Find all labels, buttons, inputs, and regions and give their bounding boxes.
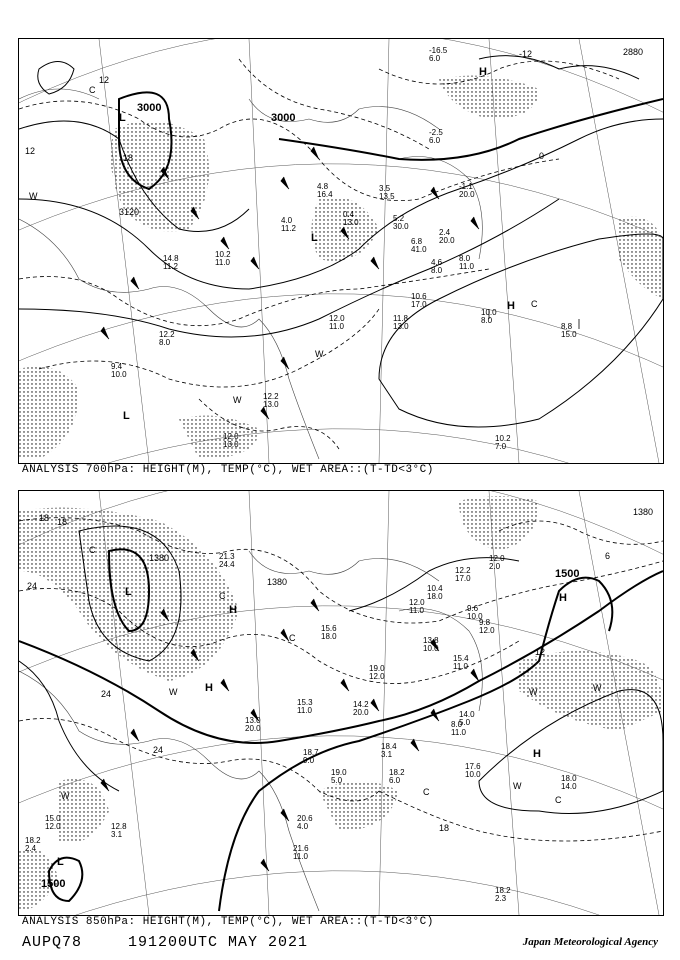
svg-text:12.2: 12.2 bbox=[159, 330, 175, 339]
station bbox=[245, 716, 261, 733]
svg-text:13.0: 13.0 bbox=[263, 400, 279, 409]
svg-text:14.0: 14.0 bbox=[561, 782, 577, 791]
svg-text:12.0: 12.0 bbox=[489, 554, 505, 563]
wet-areas bbox=[19, 76, 663, 459]
svg-text:13.0: 13.0 bbox=[223, 440, 239, 449]
svg-text:15.4: 15.4 bbox=[453, 654, 469, 663]
svg-text:2.4: 2.4 bbox=[25, 844, 37, 853]
isotherm-label: 24 bbox=[153, 745, 164, 755]
station bbox=[409, 598, 425, 615]
svg-text:14.0: 14.0 bbox=[459, 710, 475, 719]
station bbox=[297, 814, 313, 831]
isotherm-label: 18 bbox=[439, 823, 450, 833]
cold-center: C bbox=[531, 299, 538, 309]
svg-text:-16.5: -16.5 bbox=[429, 46, 448, 55]
svg-text:10.0: 10.0 bbox=[467, 612, 483, 621]
station bbox=[459, 254, 475, 271]
svg-text:3.5: 3.5 bbox=[379, 184, 391, 193]
station bbox=[329, 314, 345, 331]
height-label: 3120 bbox=[119, 207, 140, 217]
svg-text:10.0: 10.0 bbox=[465, 770, 481, 779]
svg-text:12.2: 12.2 bbox=[455, 566, 471, 575]
svg-text:6.0: 6.0 bbox=[429, 54, 441, 63]
svg-text:41.0: 41.0 bbox=[411, 245, 427, 254]
svg-text:19.0: 19.0 bbox=[369, 664, 385, 673]
svg-text:20.0: 20.0 bbox=[459, 190, 475, 199]
station bbox=[297, 698, 313, 715]
isotherm-label: 12 bbox=[99, 75, 110, 85]
station bbox=[263, 392, 279, 409]
svg-text:13.8: 13.8 bbox=[423, 636, 439, 645]
station bbox=[561, 322, 577, 339]
svg-text:9.4: 9.4 bbox=[111, 362, 123, 371]
low-center: L bbox=[125, 586, 132, 598]
svg-text:14.2: 14.2 bbox=[353, 700, 369, 709]
svg-text:11.0: 11.0 bbox=[451, 728, 466, 737]
svg-text:20.0: 20.0 bbox=[353, 708, 369, 717]
height-label: 2880 bbox=[623, 47, 644, 57]
station bbox=[25, 836, 41, 853]
svg-text:20.0: 20.0 bbox=[245, 724, 261, 733]
station bbox=[439, 228, 455, 245]
svg-text:14.8: 14.8 bbox=[163, 254, 179, 263]
svg-text:13.0: 13.0 bbox=[343, 218, 359, 227]
svg-text:8.0: 8.0 bbox=[451, 720, 463, 729]
station bbox=[369, 664, 385, 681]
svg-text:15.6: 15.6 bbox=[321, 624, 337, 633]
station bbox=[411, 237, 427, 254]
isotherm-label: 12 bbox=[25, 146, 36, 156]
isotherm-label: 0 bbox=[539, 151, 545, 161]
isotherm-label: 18 bbox=[57, 517, 68, 527]
station bbox=[467, 604, 483, 621]
warm-center: W bbox=[593, 683, 602, 693]
warm-center: W bbox=[529, 687, 538, 697]
svg-text:11.2: 11.2 bbox=[163, 262, 178, 271]
svg-text:12.0: 12.0 bbox=[479, 626, 495, 635]
svg-text:18.0: 18.0 bbox=[427, 592, 443, 601]
svg-text:8.0: 8.0 bbox=[481, 316, 493, 325]
high-center: H bbox=[205, 682, 213, 694]
isotherm-label: -12 bbox=[519, 49, 533, 59]
svg-text:17.0: 17.0 bbox=[455, 574, 471, 583]
svg-text:11.0: 11.0 bbox=[409, 606, 424, 615]
svg-text:19.0: 19.0 bbox=[331, 768, 347, 777]
svg-text:11.8: 11.8 bbox=[393, 314, 408, 323]
svg-text:13.0: 13.0 bbox=[245, 716, 261, 725]
station bbox=[465, 762, 481, 779]
svg-text:5.0: 5.0 bbox=[331, 776, 343, 785]
height-label: 3000 bbox=[137, 102, 162, 114]
svg-text:0.4: 0.4 bbox=[343, 210, 355, 219]
svg-text:17.6: 17.6 bbox=[465, 762, 481, 771]
station bbox=[459, 182, 475, 199]
warm-center: W bbox=[169, 687, 178, 697]
high-center: H bbox=[533, 748, 541, 760]
svg-text:10.2: 10.2 bbox=[215, 250, 231, 259]
isotherm-label: 18 bbox=[123, 153, 134, 163]
svg-text:3.1: 3.1 bbox=[111, 830, 123, 839]
svg-text:6.0: 6.0 bbox=[429, 136, 441, 145]
svg-text:2.4: 2.4 bbox=[439, 228, 451, 237]
svg-text:12.0: 12.0 bbox=[329, 314, 345, 323]
svg-text:11.0: 11.0 bbox=[293, 852, 308, 861]
station bbox=[429, 46, 448, 63]
svg-text:21.6: 21.6 bbox=[293, 844, 309, 853]
svg-text:10.4: 10.4 bbox=[427, 584, 443, 593]
height-label: 1500 bbox=[41, 878, 66, 890]
coastlines bbox=[19, 89, 482, 459]
svg-text:12.0: 12.0 bbox=[409, 598, 425, 607]
high-center: H bbox=[559, 592, 567, 604]
svg-text:9.6: 9.6 bbox=[467, 604, 479, 613]
map-850hpa bbox=[18, 490, 664, 916]
svg-text:18.0: 18.0 bbox=[561, 774, 577, 783]
isotherm-label: 18 bbox=[39, 513, 50, 523]
svg-text:18.7: 18.7 bbox=[303, 748, 319, 757]
valid-time: 191200UTC MAY 2021 bbox=[128, 934, 309, 951]
svg-text:18.2: 18.2 bbox=[495, 886, 511, 895]
svg-text:3.1: 3.1 bbox=[381, 750, 393, 759]
high-center: H bbox=[507, 300, 515, 312]
height-label: 1380 bbox=[267, 577, 288, 587]
map-700hpa bbox=[18, 38, 664, 464]
station bbox=[45, 814, 61, 831]
chart-code: AUPQ78 bbox=[22, 934, 83, 951]
station bbox=[481, 308, 497, 325]
svg-text:11.0: 11.0 bbox=[453, 662, 468, 671]
station bbox=[163, 254, 179, 271]
cold-center: C bbox=[219, 591, 226, 601]
station bbox=[379, 184, 395, 201]
svg-text:8.8: 8.8 bbox=[561, 322, 573, 331]
station bbox=[431, 258, 443, 275]
low-center: L bbox=[119, 112, 126, 124]
svg-text:-1.1: -1.1 bbox=[459, 182, 473, 191]
station bbox=[321, 624, 337, 641]
low-center: L bbox=[311, 232, 318, 244]
station bbox=[489, 554, 505, 571]
cold-center: C bbox=[89, 85, 96, 95]
svg-text:18.0: 18.0 bbox=[321, 632, 337, 641]
station bbox=[495, 434, 511, 451]
station bbox=[303, 748, 319, 765]
station bbox=[411, 292, 427, 309]
isotherm-label: 6 bbox=[605, 551, 611, 561]
svg-text:2.0: 2.0 bbox=[489, 562, 501, 571]
station bbox=[293, 844, 309, 861]
station bbox=[429, 128, 443, 145]
svg-text:6.8: 6.8 bbox=[411, 237, 423, 246]
svg-text:12.2: 12.2 bbox=[263, 392, 279, 401]
svg-text:15.0: 15.0 bbox=[561, 330, 577, 339]
cold-center: C bbox=[289, 633, 296, 643]
svg-text:20.0: 20.0 bbox=[439, 236, 455, 245]
station bbox=[111, 822, 127, 839]
svg-text:12.0: 12.0 bbox=[369, 672, 385, 681]
panel-caption: ANALYSIS 700hPa: HEIGHT(M), TEMP(°C), WET AREA::(T-TD<3°C) bbox=[22, 464, 434, 476]
svg-text:4.6: 4.6 bbox=[431, 258, 443, 267]
svg-text:11.0: 11.0 bbox=[297, 706, 312, 715]
cold-center: C bbox=[555, 795, 562, 805]
svg-text:2.3: 2.3 bbox=[495, 894, 507, 903]
height-label: 1380 bbox=[149, 553, 170, 563]
svg-text:24.4: 24.4 bbox=[219, 560, 235, 569]
warm-center: W bbox=[315, 349, 324, 359]
svg-text:6.0: 6.0 bbox=[389, 776, 401, 785]
high-center: H bbox=[479, 66, 487, 78]
svg-text:13.5: 13.5 bbox=[379, 192, 395, 201]
svg-text:12.8: 12.8 bbox=[111, 822, 127, 831]
svg-text:10.0: 10.0 bbox=[423, 644, 439, 653]
station bbox=[455, 566, 471, 583]
isotherm-label: 12 bbox=[535, 647, 546, 657]
map-700hpa-canvas bbox=[19, 39, 663, 463]
station bbox=[427, 584, 443, 601]
svg-text:8.0: 8.0 bbox=[431, 266, 443, 275]
cold-center: C bbox=[89, 545, 96, 555]
svg-text:13.0: 13.0 bbox=[393, 322, 409, 331]
svg-text:18.2: 18.2 bbox=[389, 768, 405, 777]
station bbox=[423, 636, 439, 653]
cold-center: C bbox=[423, 787, 430, 797]
warm-center: W bbox=[233, 395, 242, 405]
svg-text:18.4: 18.4 bbox=[381, 742, 397, 751]
low-center: L bbox=[123, 410, 130, 422]
svg-text:10.0: 10.0 bbox=[481, 308, 497, 317]
agency-name: Japan Meteorological Agency bbox=[522, 936, 658, 948]
svg-text:-2.5: -2.5 bbox=[429, 128, 443, 137]
svg-text:4.0: 4.0 bbox=[297, 822, 309, 831]
station bbox=[453, 654, 469, 671]
wet-areas bbox=[19, 496, 663, 911]
station bbox=[159, 330, 175, 347]
station bbox=[389, 768, 405, 785]
svg-text:11.0: 11.0 bbox=[215, 258, 230, 267]
map-850hpa-canvas bbox=[19, 491, 663, 915]
svg-text:7.0: 7.0 bbox=[495, 442, 507, 451]
panel-caption: ANALYSIS 850hPa: HEIGHT(M), TEMP(°C), WET AREA::(T-TD<3°C) bbox=[22, 916, 434, 928]
svg-text:16.4: 16.4 bbox=[317, 190, 333, 199]
station bbox=[111, 362, 127, 379]
svg-text:4.8: 4.8 bbox=[317, 182, 329, 191]
warm-center: W bbox=[29, 191, 38, 201]
svg-text:8.0: 8.0 bbox=[459, 254, 471, 263]
height-label: 1500 bbox=[555, 568, 580, 580]
station bbox=[353, 700, 369, 717]
height-label: 1380 bbox=[633, 507, 654, 517]
station bbox=[317, 182, 333, 199]
isotherm-label: 24 bbox=[27, 581, 38, 591]
station bbox=[215, 250, 231, 267]
svg-text:11.2: 11.2 bbox=[281, 224, 296, 233]
svg-text:5.0: 5.0 bbox=[459, 718, 471, 727]
svg-text:5.2: 5.2 bbox=[393, 214, 405, 223]
svg-text:17.0: 17.0 bbox=[411, 300, 427, 309]
svg-text:12.0: 12.0 bbox=[45, 822, 61, 831]
isotherm-label: 24 bbox=[101, 689, 112, 699]
svg-text:11.0: 11.0 bbox=[459, 262, 474, 271]
station bbox=[219, 552, 235, 569]
warm-center: W bbox=[61, 791, 70, 801]
svg-text:18.2: 18.2 bbox=[25, 836, 41, 845]
station bbox=[281, 216, 297, 233]
svg-text:15.3: 15.3 bbox=[297, 698, 313, 707]
svg-text:15.0: 15.0 bbox=[45, 814, 61, 823]
svg-text:4.0: 4.0 bbox=[281, 216, 293, 225]
low-center: L bbox=[57, 856, 64, 868]
station bbox=[393, 214, 409, 231]
svg-text:9.0: 9.0 bbox=[303, 756, 315, 765]
svg-text:10.2: 10.2 bbox=[495, 434, 511, 443]
svg-text:11.0: 11.0 bbox=[329, 322, 344, 331]
station bbox=[495, 886, 511, 903]
warm-center: W bbox=[513, 781, 522, 791]
svg-text:21.3: 21.3 bbox=[219, 552, 235, 561]
height-label: 3000 bbox=[271, 112, 296, 124]
high-center: H bbox=[229, 604, 237, 616]
svg-text:10.0: 10.0 bbox=[111, 370, 127, 379]
svg-text:12.0: 12.0 bbox=[223, 432, 239, 441]
station bbox=[393, 314, 409, 331]
svg-text:20.6: 20.6 bbox=[297, 814, 313, 823]
svg-text:9.8: 9.8 bbox=[479, 618, 491, 627]
station bbox=[561, 774, 577, 791]
svg-text:8.0: 8.0 bbox=[159, 338, 171, 347]
svg-text:30.0: 30.0 bbox=[393, 222, 409, 231]
station bbox=[381, 742, 397, 759]
svg-text:10.6: 10.6 bbox=[411, 292, 427, 301]
station bbox=[223, 432, 239, 449]
